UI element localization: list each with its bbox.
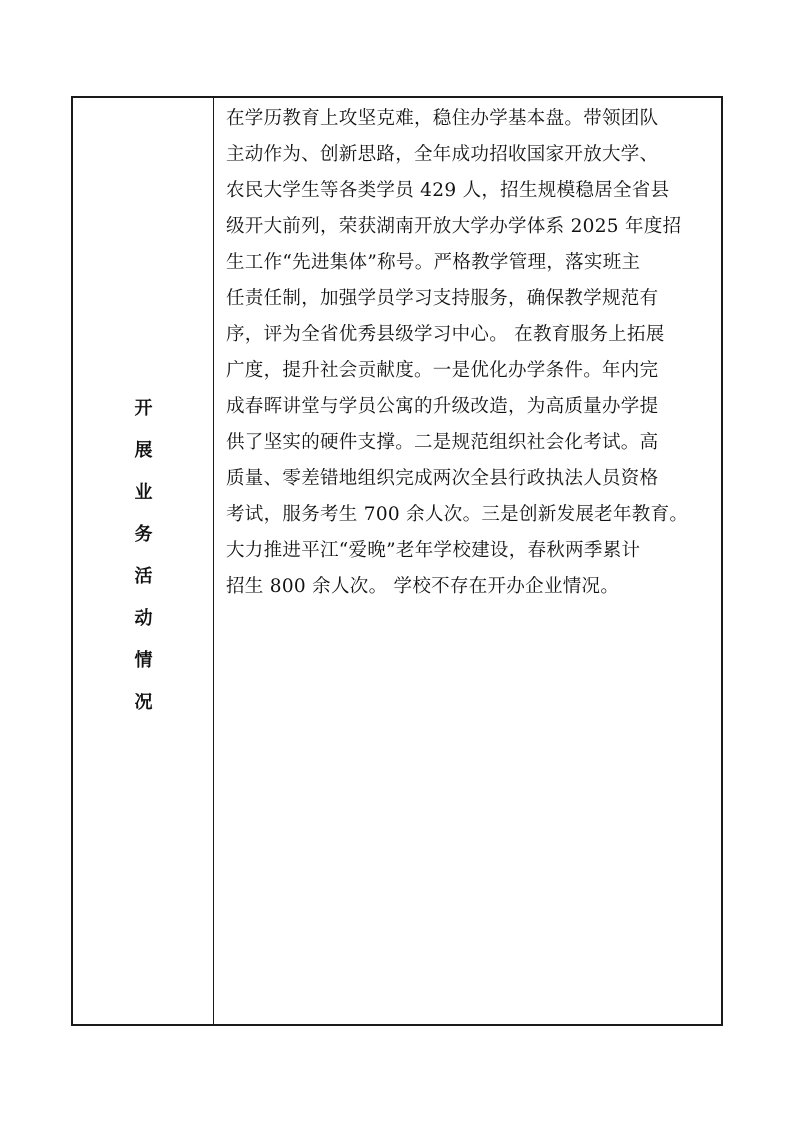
content-line: 供了坚实的硬件支撑。二是规范组织社会化考试。高 <box>226 432 659 453</box>
content-line: 考试，服务考生 700 余人次。三是创新发展老年教育。 <box>226 504 689 525</box>
label-char: 动 <box>134 608 153 629</box>
content-line: 序，评为全省优秀县级学习中心。 在教育服务上拓展 <box>226 324 665 345</box>
label-char: 开 <box>134 398 153 419</box>
content-line: 农民大学生等各类学员 429 人，招生规模稳居全省县 <box>226 180 670 201</box>
content-line: 招生 800 余人次。 学校不存在开办企业情况。 <box>226 576 620 597</box>
content-line: 级开大前列，荣获湖南开放大学办学体系 2025 年度招 <box>226 216 682 237</box>
row-label-cell <box>73 98 214 1024</box>
content-line: 成春晖讲堂与学员公寓的升级改造，为高质量办学提 <box>226 396 659 417</box>
label-char: 活 <box>134 566 153 587</box>
content-line: 广度，提升社会贡献度。一是优化办学条件。年内完 <box>226 360 659 381</box>
content-cell <box>214 98 721 1024</box>
content-line: 生工作“先进集体”称号。严格教学管理，落实班主 <box>226 252 641 273</box>
row-label <box>73 400 214 736</box>
label-char: 展 <box>134 440 153 461</box>
content-line: 主动作为、创新思路，全年成功招收国家开放大学、 <box>226 144 659 165</box>
content-line: 质量、零差错地组织完成两次全县行政执法人员资格 <box>226 468 659 489</box>
content-line: 任责任制，加强学员学习支持服务，确保教学规范有 <box>226 288 659 309</box>
info-table <box>71 96 723 1026</box>
label-char: 务 <box>134 524 153 545</box>
label-char: 业 <box>134 482 153 503</box>
label-char: 况 <box>134 692 153 713</box>
label-char: 情 <box>134 650 153 671</box>
content-line: 在学历教育上攻坚克难，稳住办学基本盘。带领团队 <box>226 108 659 129</box>
content-line: 大力推进平江“爱晚”老年学校建设，春秋两季累计 <box>226 540 641 561</box>
